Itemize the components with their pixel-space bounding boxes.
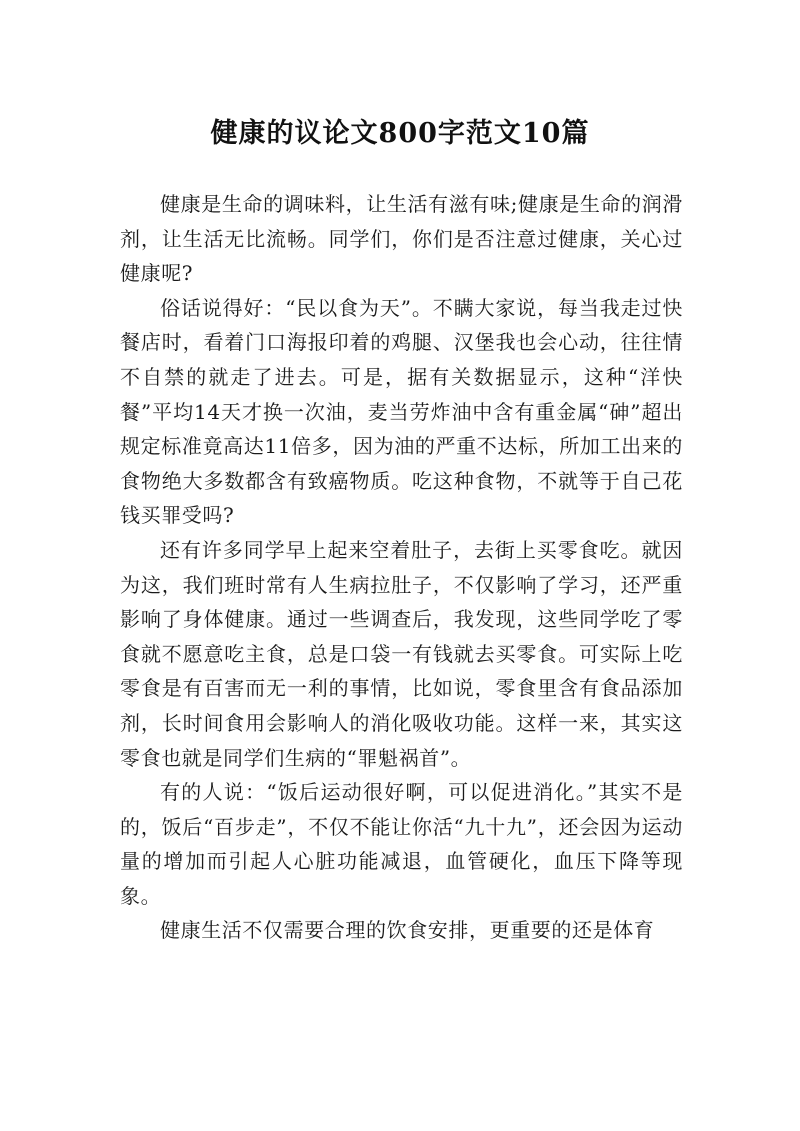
paragraph: 还有许多同学早上起来空着肚子，去街上买零食吃。就因为这，我们班时常有人生病拉肚子，不仅影响了学习，还严重影响了身体健康。通过一些调查后，我发现，这些同学吃了零食就不愿意吃主食，总是口袋一有钱就去买零食。可实际上吃零食是有百害而无一利的事情，比如说，零食里含有食品添加剂，长时间食用会影响人的消化吸收功能。这样一来，其实这零食也就是同学们生病的“罪魁祸首”。: [120, 537, 683, 770]
document-title: 健康的议论文800字范文10篇: [210, 118, 590, 150]
paragraph: 健康是生命的调味料，让生活有滋有味;健康是生命的润滑剂，让生活无比流畅。同学们，你们是否注意过健康，关心过健康呢?: [120, 192, 683, 286]
paragraph: 俗话说得好：“民以食为天”。不瞒大家说，每当我走过快餐店时，看着门口海报印着的鸡腿、汉堡我也会心动，往往情不自禁的就走了进去。可是，据有关数据显示，这种“洋快餐”平均14天才换一次油，麦当劳炸油中含有重金属“砷”超出规定标准竟高达11倍多，因为油的严重不达标，所加工出来的食物绝大多数都含有致癌物质。吃这种食物，不就等于自己花钱买罪受吗?: [120, 295, 683, 528]
paragraph: 有的人说：“饭后运动很好啊，可以促进消化。”其实不是的，饭后“百步走”，不仅不能让你活“九十九”，还会因为运动量的增加而引起人心脏功能减退，血管硬化，血压下降等现象。: [120, 780, 683, 908]
document-body: [120, 187, 683, 948]
paragraph: 健康生活不仅需要合理的饮食安排，更重要的还是体育: [160, 918, 655, 943]
